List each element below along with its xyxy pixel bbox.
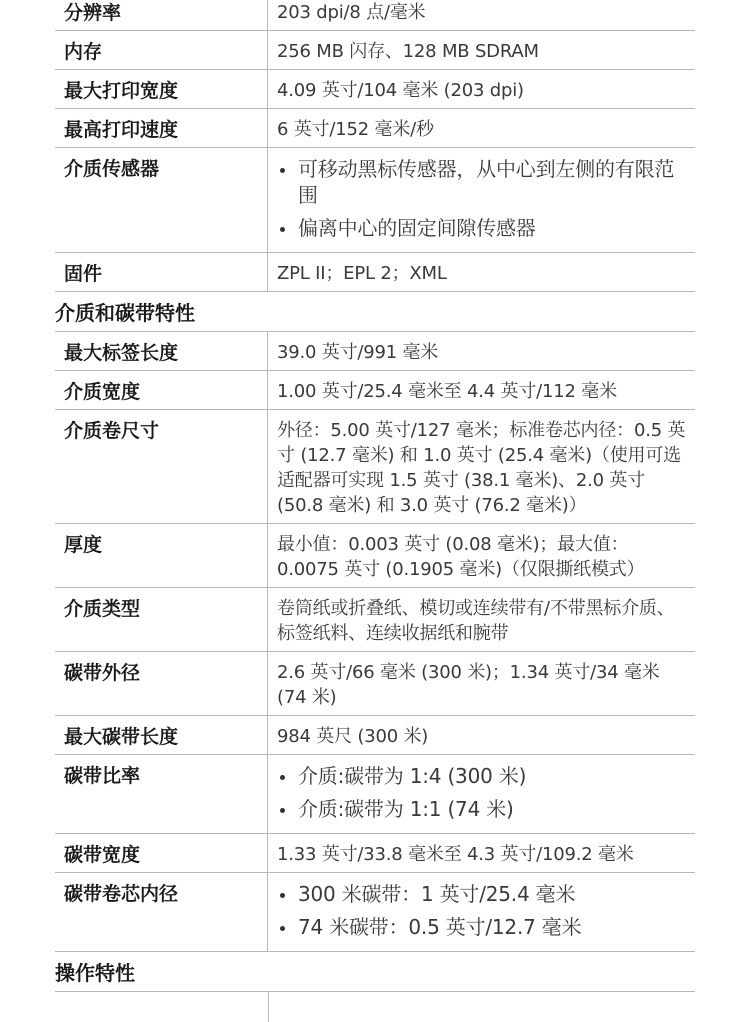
spec-value: 1.33 英寸/33.8 毫米至 4.3 英寸/109.2 毫米: [277, 844, 634, 865]
spec-key: 碳带宽度: [55, 834, 268, 872]
spec-value: 256 MB 闪存、128 MB SDRAM: [277, 41, 539, 62]
spec-key: 碳带比率: [55, 755, 268, 833]
spec-value: 4.09 英寸/104 毫米 (203 dpi): [277, 80, 524, 101]
spec-row-max-print-width: [55, 70, 695, 109]
spec-row-resolution: [55, 0, 695, 31]
spec-value: 6 英寸/152 毫米/秒: [277, 119, 434, 140]
spec-key: 介质传感器: [55, 148, 268, 252]
table-divider: [55, 992, 269, 1022]
section-heading-media-ribbon: [55, 292, 695, 332]
spec-key: 介质卷尺寸: [55, 410, 268, 523]
spec-key: 最大标签长度: [55, 332, 268, 370]
spec-row-firmware: [55, 253, 695, 292]
spec-value: 2.6 英寸/66 毫米 (300 米)；1.34 英寸/34 毫米 (74 米): [277, 662, 660, 708]
spec-row-max-print-speed: [55, 109, 695, 148]
spec-key: 介质宽度: [55, 371, 268, 409]
section-heading-operating: [55, 952, 695, 992]
spec-row-ribbon-od: [55, 652, 695, 716]
table-continuation: [55, 992, 695, 1022]
bullet-item: 偏离中心的固定间隙传感器: [277, 215, 689, 241]
spec-value: 984 英尺 (300 米): [277, 726, 429, 747]
spec-row-max-label-length: [55, 332, 695, 371]
spec-key: 碳带卷芯内径: [55, 873, 268, 951]
spec-key: 内存: [55, 31, 268, 69]
bullet-item: 300 米碳带：1 英寸/25.4 毫米: [277, 881, 689, 907]
bullet-item: 74 米碳带：0.5 英寸/12.7 毫米: [277, 914, 689, 940]
spec-row-ribbon-ratio: [55, 755, 695, 834]
spec-value-list: [268, 148, 695, 252]
spec-key: 固件: [55, 253, 268, 291]
spec-row-ribbon-core: [55, 873, 695, 952]
bullet-item: 介质:碳带为 1:4 (300 米): [277, 763, 689, 789]
bullet-item: 可移动黑标传感器，从中心到左侧的有限范围: [277, 156, 689, 208]
section-title: 操作特性: [55, 961, 135, 985]
spec-value: 外径：5.00 英寸/127 毫米；标准卷芯内径：0.5 英寸 (12.7 毫米) 和 1.0 英寸 (25.4 毫米)（使用可选适配器可实现 1.5 英寸 (38.1 毫米)、2.0 英寸 (50.8 毫米) 和 3.0 英寸 (76.2 毫米)）: [277, 420, 686, 516]
spec-value: ZPL II；EPL 2；XML: [277, 263, 447, 284]
spec-row-ribbon-width: [55, 834, 695, 873]
spec-value-list: [268, 873, 695, 951]
spec-value: 203 dpi/8 点/毫米: [277, 2, 426, 23]
spec-key: 介质类型: [55, 588, 268, 651]
spec-key: 最大碳带长度: [55, 716, 268, 754]
spec-table: [55, 0, 695, 1022]
spec-value: 39.0 英寸/991 毫米: [277, 342, 439, 363]
section-title: 介质和碳带特性: [55, 301, 195, 325]
spec-row-memory: [55, 31, 695, 70]
spec-key: 厚度: [55, 524, 268, 587]
bullet-item: 介质:碳带为 1:1 (74 米): [277, 796, 689, 822]
spec-row-thickness: [55, 524, 695, 588]
spec-row-max-ribbon-length: [55, 716, 695, 755]
spec-value: 最小值：0.003 英寸 (0.08 毫米)；最大值：0.0075 英寸 (0.1905 毫米)（仅限撕纸模式）: [277, 534, 645, 580]
spec-row-media-width: [55, 371, 695, 410]
spec-value-list: [268, 755, 695, 833]
spec-key: 碳带外径: [55, 652, 268, 715]
spec-key: 分辨率: [55, 0, 268, 30]
spec-row-media-sensor: [55, 148, 695, 253]
spec-row-media-type: [55, 588, 695, 652]
spec-key: 最高打印速度: [55, 109, 268, 147]
spec-key: 最大打印宽度: [55, 70, 268, 108]
spec-row-media-roll-size: [55, 410, 695, 524]
spec-value: 1.00 英寸/25.4 毫米至 4.4 英寸/112 毫米: [277, 381, 617, 402]
spec-value: 卷筒纸或折叠纸、模切或连续带有/不带黑标介质、标签纸料、连续收据纸和腕带: [277, 598, 675, 644]
